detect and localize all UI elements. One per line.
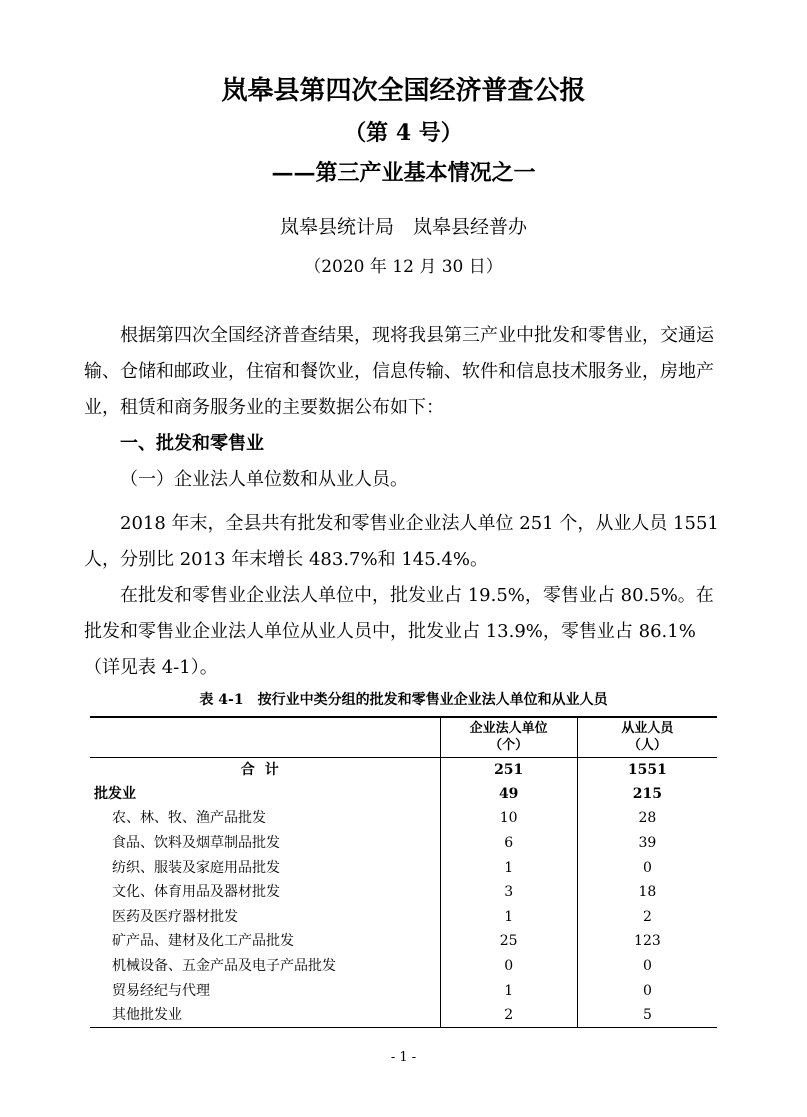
row-name: 机械设备、五金产品及电子产品批发: [90, 954, 440, 979]
table-row: [90, 954, 717, 979]
header-people-cell: [577, 717, 717, 757]
wholesale-retail-table: [90, 716, 717, 1028]
header-people-label: 从业人员: [621, 721, 674, 737]
report-title: 岚皋县第四次全国经济普查公报: [221, 76, 586, 106]
row-people: 123: [634, 933, 661, 950]
row-people: 28: [638, 810, 657, 827]
row-name: 纺织、服装及家庭用品批发: [90, 855, 440, 880]
row-people: 215: [632, 785, 663, 802]
row-people: 0: [642, 859, 652, 876]
row-people: 2: [642, 908, 652, 925]
row-people: 0: [642, 958, 652, 975]
header-people-unit: （人）: [627, 738, 667, 754]
page-number: - 1 -: [390, 1050, 417, 1065]
row-name: 农、林、牧、渔产品批发: [90, 806, 440, 831]
row-units: 1: [440, 905, 577, 930]
publication-date: （2020 年 12 月 30 日）: [304, 257, 503, 277]
section-heading: 一、批发和零售业: [120, 433, 264, 454]
table-row: [90, 806, 717, 831]
row-name: 文化、体育用品及器材批发: [90, 880, 440, 905]
table-row: [90, 1003, 717, 1028]
report-number: （第 4 号）: [344, 120, 463, 146]
row-units: 49: [440, 782, 577, 807]
row-units: 25: [440, 929, 577, 954]
table-row: [90, 831, 717, 856]
issuing-authorities: 岚皋县统计局 岚皋县经普办: [279, 216, 527, 238]
header-units-label: 企业法人单位: [469, 721, 548, 737]
row-people: 5: [577, 1003, 717, 1028]
table-row: [90, 905, 717, 930]
header-units-unit: （个）: [489, 738, 529, 754]
row-units: 10: [440, 806, 577, 831]
table-row-category: [90, 782, 717, 807]
table-row: [90, 855, 717, 880]
header-units-cell: [440, 717, 577, 757]
row-people: 39: [638, 835, 657, 852]
row-people: 0: [642, 982, 652, 999]
row-name: 食品、饮料及烟草制品批发: [90, 831, 440, 856]
row-name: 其他批发业: [90, 1003, 440, 1028]
row-units: 1: [440, 978, 577, 1003]
row-people: 1551: [627, 761, 667, 778]
header-category-cell: [90, 717, 440, 757]
row-units: 0: [440, 954, 577, 979]
row-name: 批发业: [90, 782, 440, 807]
row-name: 合计: [90, 757, 440, 782]
row-units: 2: [440, 1003, 577, 1028]
row-units: 251: [440, 757, 577, 782]
row-people: 18: [638, 884, 657, 901]
table-title: 表 4-1 按行业中类分组的批发和零售业企业法人单位和从业人员: [199, 692, 608, 708]
table-row: [90, 880, 717, 905]
intro-paragraph: 根据第四次全国经济普查结果，现将我县第三产业中批发和零售业，交通运输、仓储和邮政业，住宿和餐饮业，信息传输、软件和信息技术服务业，房地产业，租赁和商务服务业的主要数据公布如下：: [84, 325, 714, 418]
row-units: 1: [440, 855, 577, 880]
paragraph-share: 在批发和零售业企业法人单位中，批发业占 19.5%，零售业占 80.5%。在批发和零售业企业法人单位从业人员中，批发业占 13.9%，零售业占 86.1%（详见表 4-1）。: [84, 585, 714, 678]
report-subtitle: ——第三产业基本情况之一: [271, 160, 536, 186]
table-row: [90, 978, 717, 1003]
row-units: 6: [440, 831, 577, 856]
table-row-total: [90, 757, 717, 782]
table-header-row: [90, 717, 717, 757]
row-units: 3: [440, 880, 577, 905]
row-name: 矿产品、建材及化工产品批发: [90, 929, 440, 954]
row-name: 医药及医疗器材批发: [90, 905, 440, 930]
row-name: 贸易经纪与代理: [90, 978, 440, 1003]
paragraph-enterprise-count: 2018 年末，全县共有批发和零售业企业法人单位 251 个，从业人员 1551 人，分别比 2013 年末增长 483.7%和 145.4%。: [84, 513, 719, 570]
subsection-heading: （一）企业法人单位数和从业人员。: [120, 469, 408, 490]
table-row: [90, 929, 717, 954]
